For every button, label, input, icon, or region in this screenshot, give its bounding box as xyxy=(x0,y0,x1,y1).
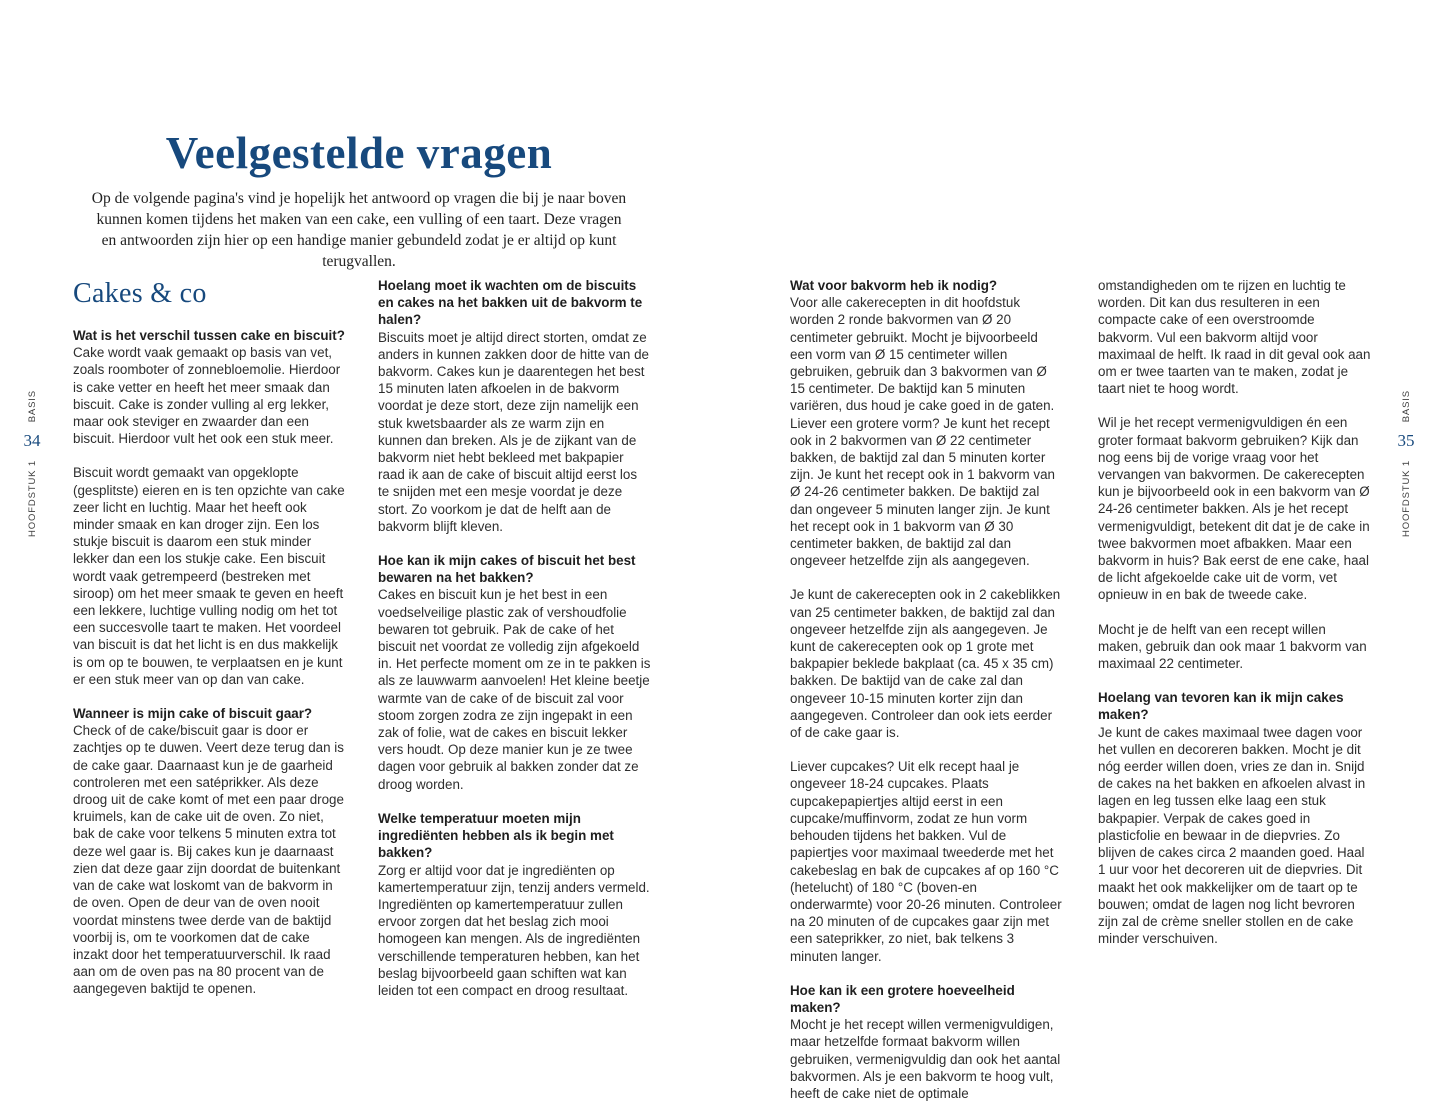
faq-question: Hoelang van tevoren kan ik mijn cakes maken? xyxy=(1098,690,1344,723)
faq-paragraph: Liever cupcakes? Uit elk recept haal je ongeveer 18-24 cupcakes. Plaats cupcakepapiertjes altijd eerst in een cupcake/muffinvorm, zodat ze hun vorm behouden tijdens het bakken. Vul de papiertjes voor maximaal tweederde met het cakebeslag en bak de cupcakes af op 160 °C (hetelucht) of 180 °C (boven-en onderwarmte) voor 20-26 minuten. Controleer na 20 minuten of de cupcakes gaar zijn met een sateprikker, zo niet, bak telkens 3 minuten langer. xyxy=(790,759,1062,964)
page-title: Veelgestelde vragen xyxy=(165,128,553,178)
faq-paragraph: Mocht je de helft van een recept willen maken, gebruik dan ook maar 1 bakvorm van maximaal 22 centimeter. xyxy=(1098,621,1367,672)
faq-paragraph: Voor alle cakerecepten in dit hoofdstuk worden 2 ronde bakvormen van Ø 20 centimeter gebruikt. Mocht je bijvoorbeeld een vorm van Ø 15 centimeter willen gebruiken, gebruik dan 3 bakvormen van Ø 15 centimeter. De baktijd kan 5 minuten variëren, dus houd je cake goed in de gaten. Liever een grotere vorm? Je kunt het recept ook in 2 bakvormen van Ø 22 centimeter bakken, de baktijd zal dan 5 minuten korter zijn. Je kunt het recept ook in 1 bakvorm van Ø 24-26 centimeter bakken. De baktijd zal dan ongeveer 5 minuten langer zijn. Je kunt het recept ook in 1 bakvorm van Ø 30 centimeter bakken, de baktijd zal dan ongeveer hetzelfde zijn als aangegeven. xyxy=(790,295,1055,569)
faq-question: Hoelang moet ik wachten om de biscuits en cakes na het bakken uit de bakvorm te halen? xyxy=(378,278,643,328)
page-header xyxy=(85,128,633,272)
left-margin-chapter-label: HOOFDSTUK 1 xyxy=(26,460,38,538)
faq-question: Wanneer is mijn cake of biscuit gaar? xyxy=(73,706,313,722)
right-page-number: 35 xyxy=(1397,431,1415,451)
left-page-margin-rail xyxy=(18,390,46,537)
faq-paragraph: Je kunt de cakerecepten ook in 2 cakeblikken van 25 centimeter bakken, de baktijd zal dan ongeveer hetzelfde zijn als aangegeven. Je kunt de cakerecepten ook op 1 grote met bakpapier beklede bakplaat (ca. 45 x 35 cm) bakken. De baktijd van de cake zal dan ongeveer 10-15 minuten korter zijn dan aangegeven. Controleer dan ook iets eerder of de cake gaar is. xyxy=(790,587,1061,741)
faq-paragraph: Biscuits moet je altijd direct storten, omdat ze anders in kunnen zakken door de hitte van de bakvorm. Cakes kun je daarentegen het best 15 minuten laten afkoelen in de bakvorm voordat je deze stort, deze zijn namelijk een stuk kwetsbaarder als ze warm zijn en kunnen dan breken. Als je de zijkant van de bakvorm niet hebt bekleed met bakpapier raad ik aan de cake of biscuit altijd eerst los te snijden met een mesje voordat je deze stort. Zo voorkom je dat de helft aan de bakvorm blijft kleven. xyxy=(378,329,649,534)
faq-question: Wat is het verschil tussen cake en biscuit? xyxy=(73,328,345,343)
faq-column-1 xyxy=(73,327,346,998)
right-page-margin-rail xyxy=(1392,390,1420,537)
faq-paragraph: Biscuit wordt gemaakt van opgeklopte (gesplitste) eieren en is ten opzichte van cake zeer licht en luchtig. Maar het heeft ook minder smaak en kan droger zijn. Een los stukje biscuit is daarom een stuk minder lekker dan een los stukje cake. Een biscuit wordt vaak getrempeerd (bestreken met siroop) om het meer smaak te geven en heeft een lekkere, luchtige vulling nodig om het tot een succesvolle taart te maken. Het voordeel van biscuit is dat het licht is en dus makkelijk is om op te bouwen, te verplaatsen en je kunt er een stuk meer van op dan van cake. xyxy=(73,465,345,687)
section-heading-cakes-co: Cakes & co xyxy=(73,278,207,309)
faq-column-3 xyxy=(790,277,1063,1102)
faq-paragraph: Cake wordt vaak gemaakt op basis van vet, zoals roomboter of zonnebloemolie. Hierdoor is cake vetter en heeft het meer smaak dan biscuit. Cake is zonder vulling al erg lekker, maar ook steviger en zwaarder dan een biscuit. Hierdoor vult het ook een stuk meer. xyxy=(73,345,341,447)
faq-question: Welke temperatuur moeten mijn ingrediënten hebben als ik begin met bakken? xyxy=(378,810,614,861)
faq-question: Wat voor bakvorm heb ik nodig? xyxy=(790,278,998,293)
intro-text: Op de volgende pagina's vind je hopelijk het antwoord op vragen die bij je naar boven kunnen komen tijdens het maken van een cake, een vulling of een taart. Deze vragen en antwoorden zijn hier op een handige manier gebundeld zodat je er altijd op kunt terugvallen. xyxy=(91,190,627,270)
faq-column-4 xyxy=(1098,277,1371,947)
faq-paragraph: Zorg er altijd voor dat je ingrediënten op kamertemperatuur zijn, tenzij anders vermeld. Ingrediënten op kamertemperatuur zullen ervoor zorgen dat het beslag zich mooi homogeen kan mengen. Als de ingrediënten verschillende temperaturen hebben, kan het beslag bijvoorbeeld gaan schiften wat kan leiden tot een compact en droog resultaat. xyxy=(378,862,650,998)
faq-paragraph: Mocht je het recept willen vermenigvuldigen, maar hetzelfde formaat bakvorm willen gebruiken, vermenigvuldig dan ook het aantal bakvormen. Als je een bakvorm te hoog vult, heeft de cake niet de optimale xyxy=(790,1017,1061,1101)
faq-paragraph: Check of de cake/biscuit gaar is door er zachtjes op te duwen. Veert deze terug dan is de cake gaar. Daarnaast kun je de gaarheid controleren met een satéprikker. Als deze droog uit de cake komt of met een paar droge kruimels, kan de cake uit de oven. Zo niet, bak de cake voor telkens 5 minuten extra tot deze wel gaar is. Bij cakes kun je daarnaast zien dat deze gaar zijn doordat de buitenkant van de cake wat loskomt van de bakvorm in de oven. Open de deur van de oven nooit voordat minstens twee derde van de baktijd voorbij is, om te voorkomen dat de cake inzakt door het temperatuurverschil. Ik raad aan om de oven pas na 80 procent van de aangegeven baktijd te openen. xyxy=(73,723,344,997)
faq-question: Hoe kan ik mijn cakes of biscuit het best bewaren na het bakken? xyxy=(378,553,636,586)
faq-column-2 xyxy=(378,277,651,999)
left-page-number: 34 xyxy=(23,431,41,451)
faq-question: Hoe kan ik een grotere hoeveelheid maken? xyxy=(790,982,1015,1015)
right-margin-chapter-label: HOOFDSTUK 1 xyxy=(1400,460,1412,538)
faq-paragraph: Je kunt de cakes maximaal twee dagen voor het vullen en decoreren bakken. Mocht je dit nóg eerder willen doen, vries ze dan in. Snijd de cakes na het bakken en afkoelen alvast in lagen en leg tussen elke laag een stuk bakpapier. Verpak de cakes goed in plasticfolie en bewaar in de diepvries. Zo blijven de cakes circa 2 maanden goed. Haal 1 uur voor het decoreren uit de diepvries. Dit maakt het ook makkelijker om de taart op te bouwen; omdat de lagen nog licht bevroren zijn zal de crème sneller stollen en de cake minder verschuiven. xyxy=(1098,724,1366,947)
faq-paragraph: Wil je het recept vermenigvuldigen én een groter formaat bakvorm gebruiken? Kijk dan nog eens bij de vorige vraag voor het vervangen van bakvormen. De cakerecepten kun je bijvoorbeeld ook in een bakvorm van Ø 24-26 centimeter bakken. Als je het recept vermenigvuldigt, betekent dit dat je de cake in twee bakvormen moet afbakken. Maar een bakvorm in huis? Bak eerst de ene cake, haal de licht afgekoelde cake uit de vorm, vet opnieuw in en bak de tweede cake. xyxy=(1098,415,1370,603)
right-margin-section-label: BASIS xyxy=(1400,390,1412,423)
faq-paragraph: Cakes en biscuit kun je het best in een voedselveilige plastic zak of vershoudfolie bewaren tot gebruik. Pak de cake of het biscuit net voordat ze volledig zijn afgekoeld in. Het perfecte moment om ze in te pakken is als ze lauwwarm aanvoelen! Het kleine beetje warmte van de cake of de biscuit zal voor stoom zorgen zodra ze zijn ingepakt in een zak of folie, wat de cakes en biscuit lekker vers houdt. Op deze manier kun je ze twee dagen voor gebruik al bakken zonder dat ze droog worden. xyxy=(378,587,651,792)
faq-paragraph: omstandigheden om te rijzen en luchtig te worden. Dit kan dus resulteren in een compacte cake of een overstroomde bakvorm. Vul een bakvorm altijd voor maximaal de helft. Ik raad in dit geval ook aan om er twee taarten van te maken, zodat je taart niet te hoog wordt. xyxy=(1098,278,1371,397)
left-margin-section-label: BASIS xyxy=(26,390,38,423)
